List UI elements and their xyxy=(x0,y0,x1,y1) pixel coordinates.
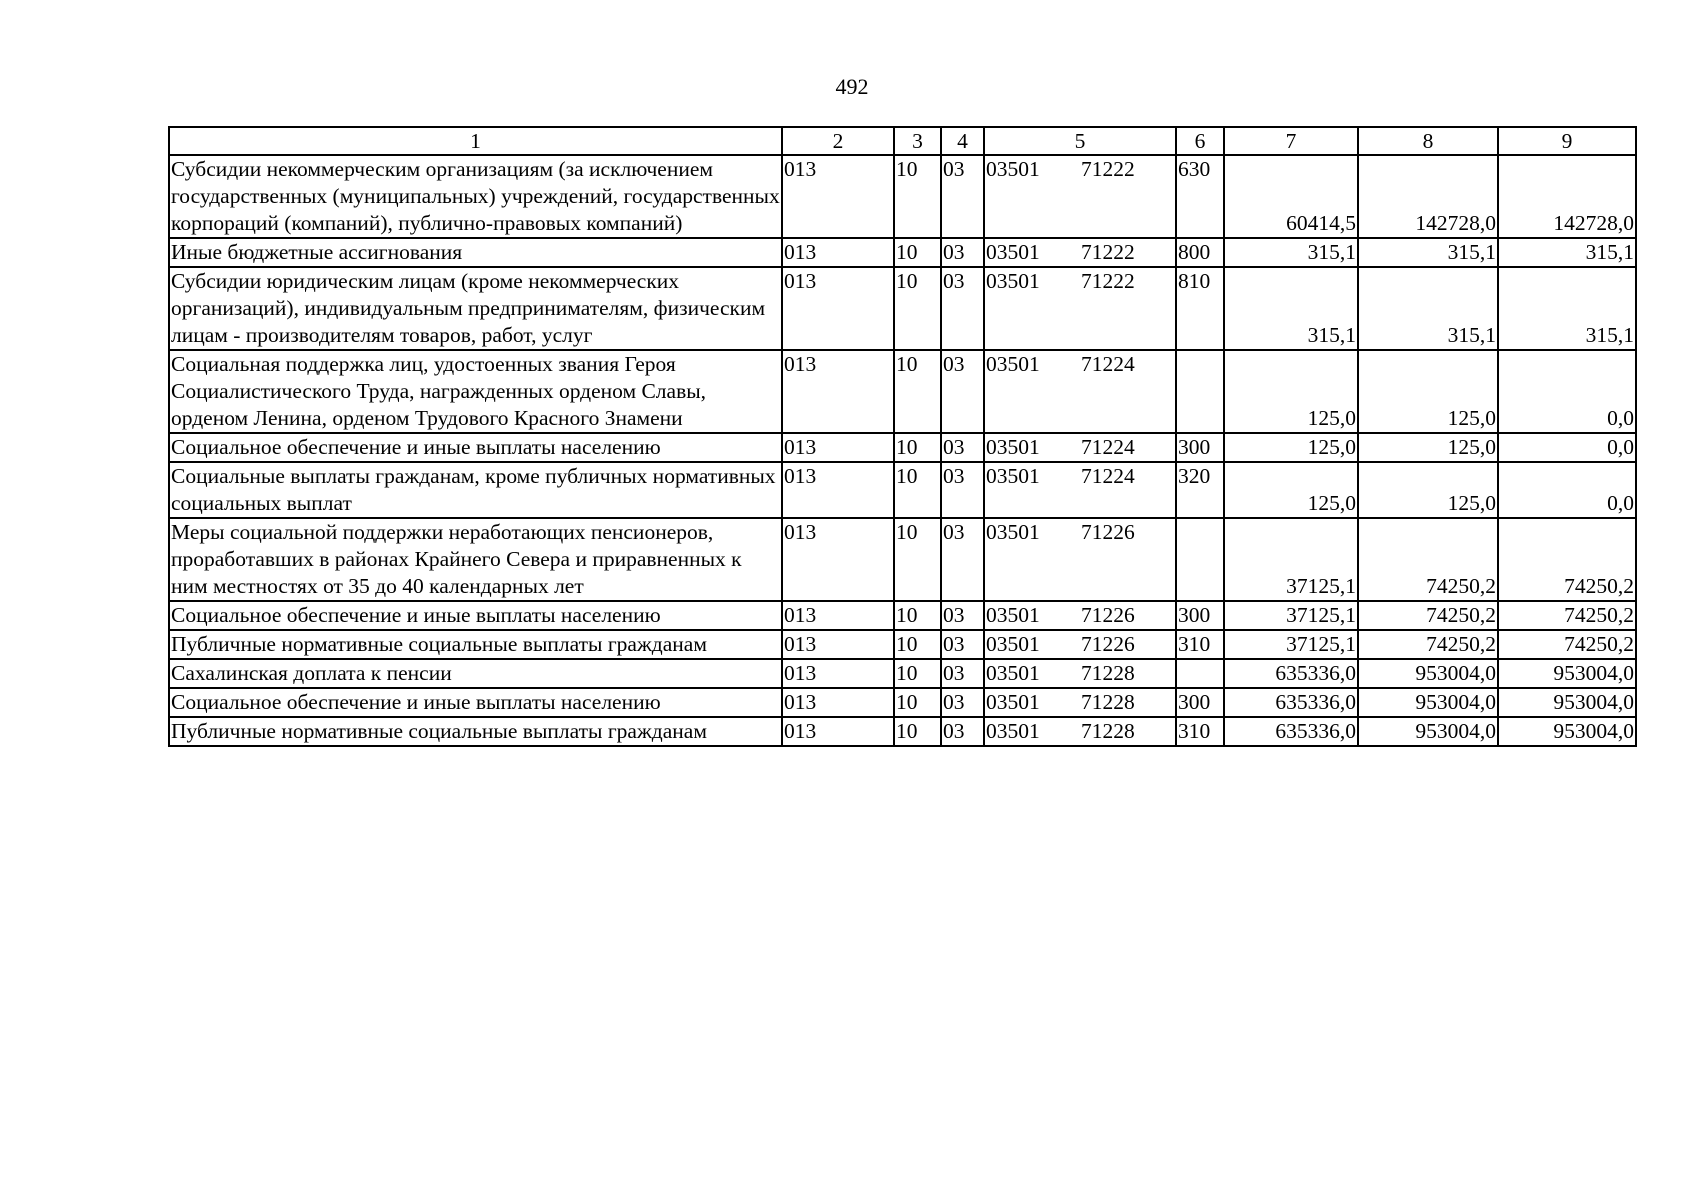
table-row xyxy=(169,688,1636,717)
cell-amount-col7: 37125,1 xyxy=(1224,518,1358,601)
table-row xyxy=(169,659,1636,688)
cell-subsection-code: 03 xyxy=(941,155,984,238)
table-row xyxy=(169,630,1636,659)
target-article-direction: 71228 xyxy=(1081,719,1135,743)
target-article-direction: 71228 xyxy=(1081,661,1135,685)
cell-section-code: 10 xyxy=(894,630,941,659)
cell-amount-col8: 74250,2 xyxy=(1358,601,1498,630)
cell-ministry-code: 013 xyxy=(782,518,894,601)
cell-amount-col7: 37125,1 xyxy=(1224,630,1358,659)
cell-amount-col7: 635336,0 xyxy=(1224,717,1358,746)
cell-amount-col8: 315,1 xyxy=(1358,267,1498,350)
cell-section-code: 10 xyxy=(894,267,941,350)
cell-ministry-code: 013 xyxy=(782,267,894,350)
cell-amount-col9: 74250,2 xyxy=(1498,630,1636,659)
cell-subsection-code: 03 xyxy=(941,659,984,688)
table-row xyxy=(169,238,1636,267)
cell-amount-col8: 142728,0 xyxy=(1358,155,1498,238)
cell-ministry-code: 013 xyxy=(782,350,894,433)
target-article-direction: 71228 xyxy=(1081,690,1135,714)
cell-ministry-code: 013 xyxy=(782,462,894,518)
cell-ministry-code: 013 xyxy=(782,717,894,746)
table-row xyxy=(169,155,1636,238)
cell-ministry-code: 013 xyxy=(782,659,894,688)
cell-amount-col7: 635336,0 xyxy=(1224,688,1358,717)
cell-expense-type: 800 xyxy=(1176,238,1224,267)
target-article-program: 03501 xyxy=(986,632,1040,656)
cell-expense-type: 630 xyxy=(1176,155,1224,238)
row-description: Социальные выплаты гражданам, кроме публичных нормативных социальных выплат xyxy=(169,462,782,518)
cell-subsection-code: 03 xyxy=(941,518,984,601)
page-number: 492 xyxy=(835,74,869,99)
cell-amount-col7: 37125,1 xyxy=(1224,601,1358,630)
cell-target-article xyxy=(984,462,1176,518)
row-description: Социальное обеспечение и иные выплаты населению xyxy=(169,433,782,462)
target-article-program: 03501 xyxy=(986,690,1040,714)
cell-amount-col7: 60414,5 xyxy=(1224,155,1358,238)
table-row xyxy=(169,518,1636,601)
column-header: 2 xyxy=(782,127,894,155)
cell-subsection-code: 03 xyxy=(941,238,984,267)
cell-amount-col9: 142728,0 xyxy=(1498,155,1636,238)
cell-subsection-code: 03 xyxy=(941,688,984,717)
cell-ministry-code: 013 xyxy=(782,238,894,267)
row-description: Сахалинская доплата к пенсии xyxy=(169,659,782,688)
cell-amount-col7: 125,0 xyxy=(1224,350,1358,433)
row-description: Социальное обеспечение и иные выплаты населению xyxy=(169,601,782,630)
target-article-program: 03501 xyxy=(986,464,1040,488)
column-header: 6 xyxy=(1176,127,1224,155)
cell-subsection-code: 03 xyxy=(941,350,984,433)
cell-target-article xyxy=(984,601,1176,630)
cell-section-code: 10 xyxy=(894,350,941,433)
row-description: Публичные нормативные социальные выплаты гражданам xyxy=(169,630,782,659)
cell-section-code: 10 xyxy=(894,238,941,267)
cell-target-article xyxy=(984,433,1176,462)
cell-expense-type: 310 xyxy=(1176,717,1224,746)
cell-expense-type xyxy=(1176,350,1224,433)
budget-table xyxy=(168,126,1637,747)
cell-amount-col7: 125,0 xyxy=(1224,462,1358,518)
cell-amount-col8: 953004,0 xyxy=(1358,659,1498,688)
table-row xyxy=(169,433,1636,462)
target-article-program: 03501 xyxy=(986,719,1040,743)
cell-section-code: 10 xyxy=(894,433,941,462)
cell-amount-col9: 315,1 xyxy=(1498,238,1636,267)
target-article-program: 03501 xyxy=(986,352,1040,376)
row-description: Публичные нормативные социальные выплаты гражданам xyxy=(169,717,782,746)
column-header: 5 xyxy=(984,127,1176,155)
cell-target-article xyxy=(984,688,1176,717)
cell-target-article xyxy=(984,350,1176,433)
row-description: Субсидии юридическим лицам (кроме некоммерческих организаций), индивидуальным предпринимателям, физическим лицам - производителям товаров, работ, услуг xyxy=(169,267,782,350)
cell-target-article xyxy=(984,659,1176,688)
cell-section-code: 10 xyxy=(894,462,941,518)
target-article-direction: 71224 xyxy=(1081,435,1135,459)
cell-subsection-code: 03 xyxy=(941,267,984,350)
cell-amount-col8: 953004,0 xyxy=(1358,688,1498,717)
cell-expense-type: 300 xyxy=(1176,433,1224,462)
column-header: 9 xyxy=(1498,127,1636,155)
cell-section-code: 10 xyxy=(894,601,941,630)
cell-subsection-code: 03 xyxy=(941,462,984,518)
cell-ministry-code: 013 xyxy=(782,155,894,238)
target-article-program: 03501 xyxy=(986,157,1040,181)
cell-subsection-code: 03 xyxy=(941,433,984,462)
table-row xyxy=(169,267,1636,350)
cell-ministry-code: 013 xyxy=(782,601,894,630)
cell-expense-type xyxy=(1176,518,1224,601)
cell-target-article xyxy=(984,630,1176,659)
target-article-program: 03501 xyxy=(986,520,1040,544)
cell-section-code: 10 xyxy=(894,518,941,601)
cell-subsection-code: 03 xyxy=(941,601,984,630)
cell-expense-type: 310 xyxy=(1176,630,1224,659)
target-article-program: 03501 xyxy=(986,269,1040,293)
cell-expense-type: 320 xyxy=(1176,462,1224,518)
table-header-row xyxy=(169,127,1636,155)
cell-amount-col7: 125,0 xyxy=(1224,433,1358,462)
cell-amount-col8: 315,1 xyxy=(1358,238,1498,267)
cell-amount-col8: 74250,2 xyxy=(1358,518,1498,601)
cell-expense-type: 810 xyxy=(1176,267,1224,350)
cell-target-article xyxy=(984,518,1176,601)
cell-amount-col9: 0,0 xyxy=(1498,350,1636,433)
cell-amount-col9: 74250,2 xyxy=(1498,518,1636,601)
target-article-direction: 71222 xyxy=(1081,240,1135,264)
target-article-direction: 71226 xyxy=(1081,603,1135,627)
cell-amount-col9: 0,0 xyxy=(1498,433,1636,462)
column-header: 1 xyxy=(169,127,782,155)
row-description: Субсидии некоммерческим организациям (за исключением государственных (муниципальных) учреждений, государственных корпораций (компаний), публично-правовых компаний) xyxy=(169,155,782,238)
cell-ministry-code: 013 xyxy=(782,433,894,462)
column-header: 3 xyxy=(894,127,941,155)
cell-section-code: 10 xyxy=(894,659,941,688)
cell-amount-col8: 125,0 xyxy=(1358,433,1498,462)
table-row xyxy=(169,717,1636,746)
cell-target-article xyxy=(984,238,1176,267)
target-article-direction: 71224 xyxy=(1081,464,1135,488)
cell-amount-col8: 125,0 xyxy=(1358,462,1498,518)
cell-section-code: 10 xyxy=(894,155,941,238)
target-article-program: 03501 xyxy=(986,603,1040,627)
target-article-direction: 71226 xyxy=(1081,520,1135,544)
target-article-program: 03501 xyxy=(986,240,1040,264)
cell-amount-col9: 315,1 xyxy=(1498,267,1636,350)
cell-section-code: 10 xyxy=(894,717,941,746)
cell-amount-col9: 953004,0 xyxy=(1498,659,1636,688)
table-row xyxy=(169,350,1636,433)
cell-amount-col9: 0,0 xyxy=(1498,462,1636,518)
table-row xyxy=(169,601,1636,630)
cell-amount-col8: 74250,2 xyxy=(1358,630,1498,659)
cell-target-article xyxy=(984,267,1176,350)
cell-amount-col8: 125,0 xyxy=(1358,350,1498,433)
cell-amount-col9: 74250,2 xyxy=(1498,601,1636,630)
cell-amount-col9: 953004,0 xyxy=(1498,717,1636,746)
row-description: Иные бюджетные ассигнования xyxy=(169,238,782,267)
target-article-direction: 71224 xyxy=(1081,352,1135,376)
cell-expense-type xyxy=(1176,659,1224,688)
target-article-direction: 71222 xyxy=(1081,269,1135,293)
cell-amount-col7: 315,1 xyxy=(1224,267,1358,350)
target-article-program: 03501 xyxy=(986,435,1040,459)
row-description: Социальное обеспечение и иные выплаты населению xyxy=(169,688,782,717)
cell-section-code: 10 xyxy=(894,688,941,717)
cell-target-article xyxy=(984,717,1176,746)
column-header: 7 xyxy=(1224,127,1358,155)
row-description: Меры социальной поддержки неработающих пенсионеров, проработавших в районах Крайнего Севера и приравненных к ним местностях от 35 до 40 календарных лет xyxy=(169,518,782,601)
cell-subsection-code: 03 xyxy=(941,630,984,659)
target-article-program: 03501 xyxy=(986,661,1040,685)
cell-expense-type: 300 xyxy=(1176,601,1224,630)
cell-amount-col8: 953004,0 xyxy=(1358,717,1498,746)
cell-amount-col9: 953004,0 xyxy=(1498,688,1636,717)
cell-amount-col7: 635336,0 xyxy=(1224,659,1358,688)
table-row xyxy=(169,462,1636,518)
target-article-direction: 71226 xyxy=(1081,632,1135,656)
row-description: Социальная поддержка лиц, удостоенных звания Героя Социалистического Труда, награжденных орденом Славы, орденом Ленина, орденом Трудового Красного Знамени xyxy=(169,350,782,433)
cell-amount-col7: 315,1 xyxy=(1224,238,1358,267)
cell-expense-type: 300 xyxy=(1176,688,1224,717)
cell-ministry-code: 013 xyxy=(782,688,894,717)
column-header: 4 xyxy=(941,127,984,155)
cell-subsection-code: 03 xyxy=(941,717,984,746)
cell-ministry-code: 013 xyxy=(782,630,894,659)
target-article-direction: 71222 xyxy=(1081,157,1135,181)
column-header: 8 xyxy=(1358,127,1498,155)
table-body xyxy=(169,155,1636,746)
cell-target-article xyxy=(984,155,1176,238)
